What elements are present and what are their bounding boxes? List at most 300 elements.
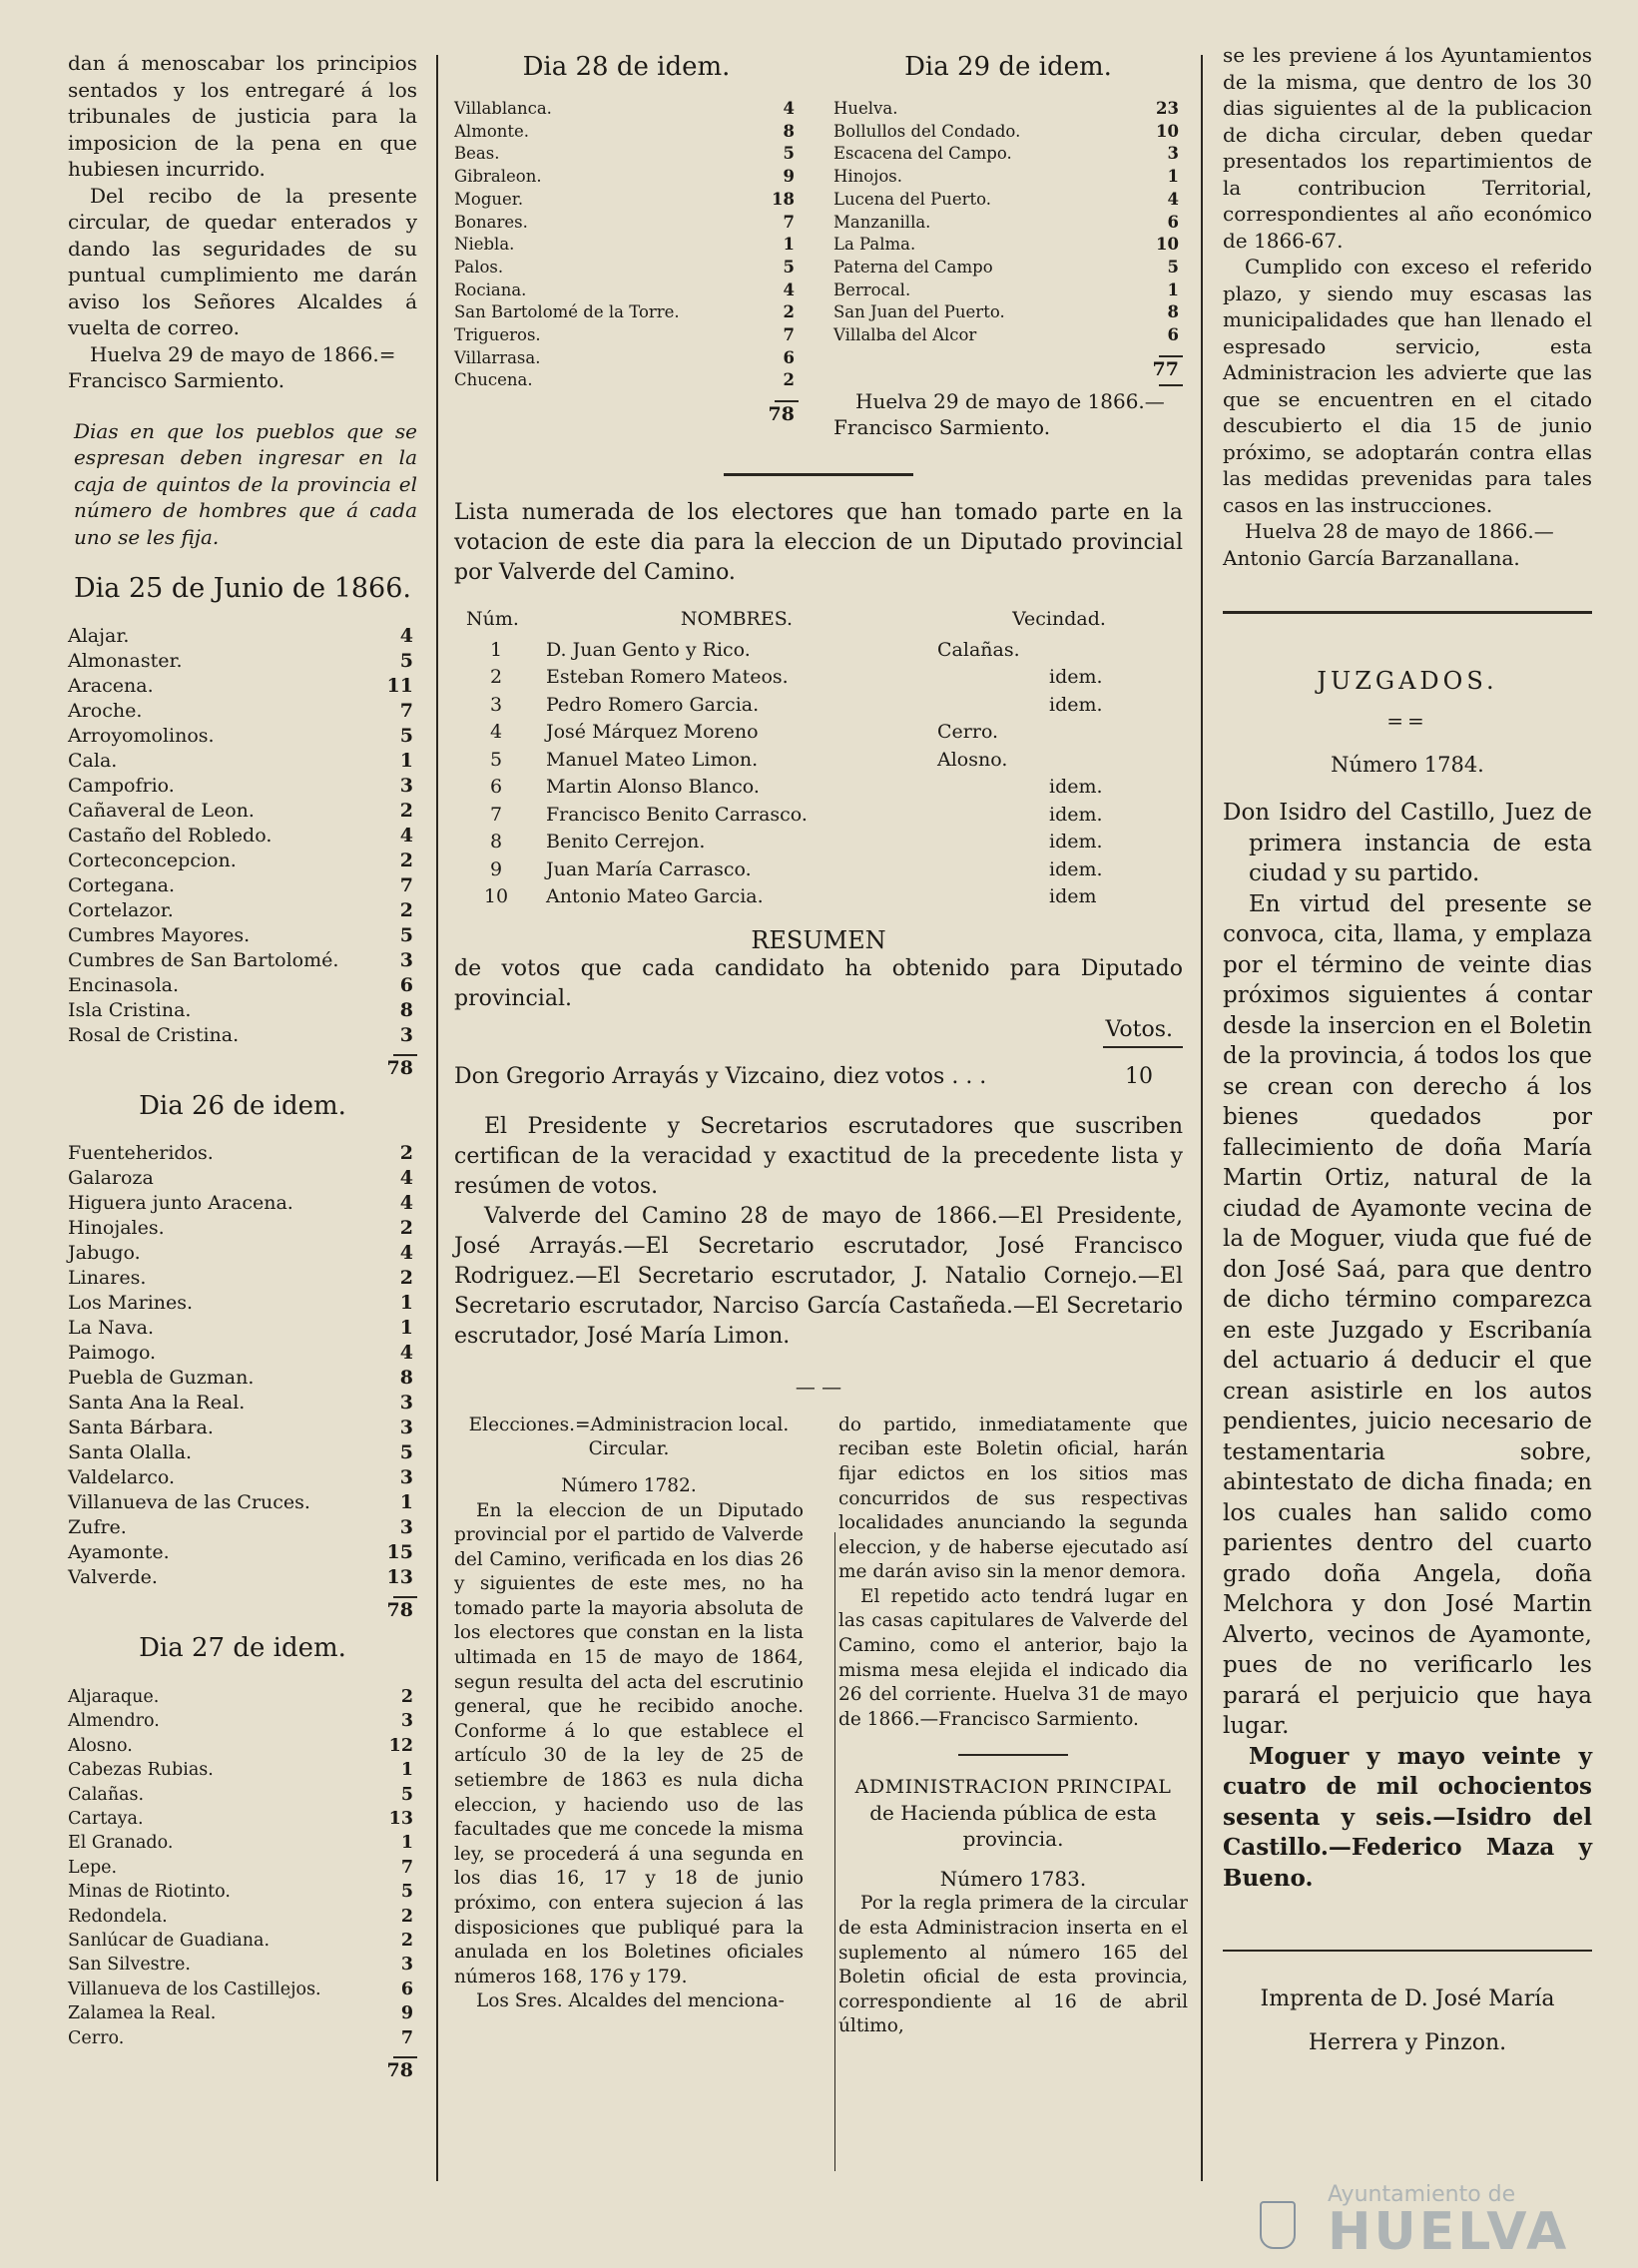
elector-vecindad-idem: idem. bbox=[1049, 803, 1103, 826]
list-item bbox=[68, 1856, 417, 1880]
juzgados-title: JUZGADOS. bbox=[1317, 667, 1498, 695]
par-1782-b: Los Sres. Alcaldes del menciona- bbox=[476, 1990, 785, 2012]
list-item bbox=[833, 143, 1183, 166]
town-quota: 12 bbox=[388, 1735, 413, 1756]
town-quota: 2 bbox=[783, 370, 795, 390]
day26-list bbox=[68, 1141, 417, 1590]
town-quota: 3 bbox=[399, 949, 413, 971]
list-item bbox=[68, 1391, 417, 1416]
column-3 bbox=[1223, 42, 1592, 2063]
town-name: Santa Ana la Real. bbox=[68, 1392, 246, 1414]
list-item bbox=[68, 774, 417, 799]
elector-vecindad: Cerro. bbox=[937, 721, 999, 744]
town-name: Valdelarco. bbox=[68, 1466, 176, 1488]
imprenta-line2: Herrera y Pinzon. bbox=[1308, 2030, 1507, 2055]
town-name: Cañaveral de Leon. bbox=[68, 800, 255, 822]
signature-date: Huelva 29 de mayo de 1866.= bbox=[90, 341, 396, 366]
list-item bbox=[68, 1366, 417, 1391]
town-name: Isla Cristina. bbox=[68, 999, 192, 1021]
day25-title: Dia 25 de Junio de 1866. bbox=[74, 573, 411, 604]
town-quota: 2 bbox=[783, 302, 795, 322]
total-rule bbox=[1159, 384, 1183, 386]
watermark bbox=[1328, 2182, 1570, 2262]
elector-name: Esteban Romero Mateos. bbox=[546, 666, 789, 689]
town-quota: 2 bbox=[399, 800, 413, 822]
certificacion: El Presidente y Secretarios escrutadores que suscriben certifican de la veracidad y exactitud de la precedente lista y resúmen de votos. bbox=[454, 1113, 1183, 1199]
list-item bbox=[68, 1440, 417, 1465]
town-name: Cumbres Mayores. bbox=[68, 924, 251, 946]
town-quota: 6 bbox=[1167, 212, 1179, 232]
town-quota: 6 bbox=[399, 974, 413, 996]
town-name: Villanueva de las Cruces. bbox=[68, 1491, 310, 1513]
town-name: Arroyomolinos. bbox=[68, 725, 215, 747]
elector-name: Manuel Mateo Limon. bbox=[546, 748, 759, 771]
list-item bbox=[68, 1685, 417, 1709]
town-name: Galaroza bbox=[68, 1167, 154, 1189]
town-name: La Nava. bbox=[68, 1317, 155, 1339]
town-name: Alajar. bbox=[68, 625, 130, 647]
list-item bbox=[833, 166, 1183, 189]
list-item bbox=[68, 1291, 417, 1316]
town-quota: 2 bbox=[399, 850, 413, 871]
quintos-intro: Dias en que los pueblos que se espresan deben ingresar en la caja de quintos de la provincia el número de hombres que á cada uno se les fija. bbox=[74, 418, 417, 549]
elector-vecindad-idem: idem. bbox=[1049, 831, 1103, 853]
list-item bbox=[68, 1540, 417, 1565]
town-quota: 6 bbox=[783, 347, 795, 367]
town-quota: 3 bbox=[399, 1466, 413, 1488]
elector-vecindad bbox=[937, 693, 1047, 719]
firmas: Valverde del Camino 28 de mayo de 1866.—El Presidente, José Arrayás.—El Secretario escrutador, José Francisco Rodriguez.—El Secretario escrutador, J. Natalio Cornejo.—El Secretario escrutador, Narciso García Castañeda.—El Secretario escrutador, José María Limon. bbox=[454, 1203, 1183, 1349]
list-item bbox=[68, 1807, 417, 1831]
list-item bbox=[454, 143, 799, 166]
col-num-header: Núm. bbox=[466, 607, 519, 630]
subcolumns bbox=[454, 1414, 1188, 2072]
town-name: Cerro. bbox=[68, 2027, 125, 2048]
town-name: Corteconcepcion. bbox=[68, 850, 237, 871]
elector-vecindad-idem: idem. bbox=[1049, 857, 1103, 880]
town-quota: 8 bbox=[399, 999, 413, 1021]
subcolumn-rule bbox=[834, 1532, 835, 2171]
par-1784-juez: Don Isidro del Castillo, Juez de primera instancia de esta ciudad y su partido. bbox=[1223, 800, 1592, 886]
elecciones-head: Elecciones.=Administracion local. Circular. bbox=[468, 1414, 790, 1460]
day27-title: Dia 27 de idem. bbox=[139, 1633, 346, 1663]
town-quota: 5 bbox=[783, 144, 795, 164]
list-item bbox=[68, 1141, 417, 1166]
town-name: Almonte. bbox=[454, 121, 530, 141]
continued-paragraph: dan á menoscabar los principios sentados y los entregaré á los tribunales de justicia para la imposicion de la pena en que hubiesen incurrido. bbox=[68, 51, 417, 181]
town-quota: 2 bbox=[400, 1687, 413, 1707]
elector-num: 3 bbox=[489, 693, 503, 716]
town-name: Redondela. bbox=[68, 1906, 168, 1927]
elector-num: 10 bbox=[483, 885, 509, 908]
town-quota: 2 bbox=[399, 1142, 413, 1164]
town-name: Aljaraque. bbox=[68, 1687, 160, 1707]
elector-vecindad bbox=[937, 857, 1047, 883]
day29-sig-name: Francisco Sarmiento. bbox=[833, 415, 1051, 440]
votos-label: Votos. bbox=[1105, 1016, 1173, 1042]
resumen-subtitle: de votos que cada candidato ha obtenido para Diputado provincial. bbox=[454, 955, 1183, 1011]
number-1782: Número 1782. bbox=[561, 1474, 697, 1496]
elector-vecindad-idem bbox=[1049, 638, 1181, 664]
table-row bbox=[456, 884, 1181, 910]
town-quota: 7 bbox=[783, 325, 795, 345]
town-quota: 5 bbox=[400, 1784, 413, 1805]
town-name: Moguer. bbox=[454, 189, 524, 209]
list-item bbox=[454, 347, 799, 370]
town-name: Zufre. bbox=[68, 1516, 127, 1538]
list-item bbox=[454, 257, 799, 280]
town-quota: 1 bbox=[400, 1833, 413, 1854]
town-name: Encinasola. bbox=[68, 974, 180, 996]
town-name: Berrocal. bbox=[833, 280, 911, 299]
candidate-name: Don Gregorio Arrayás y Vizcaino, diez votos . . . bbox=[454, 1063, 987, 1089]
town-name: Aracena. bbox=[68, 675, 154, 697]
col-nombres-header: NOMBRES. bbox=[680, 607, 794, 630]
elector-vecindad-idem: idem. bbox=[1049, 693, 1103, 716]
town-quota: 3 bbox=[400, 1711, 413, 1732]
town-name: Villablanca. bbox=[454, 99, 552, 118]
elector-num: 5 bbox=[489, 748, 503, 771]
town-quota: 7 bbox=[399, 874, 413, 896]
col-vecindad-header: Vecindad. bbox=[1012, 607, 1106, 630]
town-name: Lepe. bbox=[68, 1857, 118, 1878]
town-name: Calañas. bbox=[68, 1784, 145, 1805]
list-item bbox=[454, 280, 799, 302]
town-quota: 3 bbox=[399, 1392, 413, 1414]
town-quota: 4 bbox=[399, 1342, 413, 1364]
town-quota: 1 bbox=[783, 235, 795, 255]
town-quota: 10 bbox=[1156, 235, 1179, 255]
town-quota: 1 bbox=[399, 750, 413, 772]
list-item bbox=[68, 2026, 417, 2050]
town-quota: 2 bbox=[400, 1931, 413, 1952]
town-name: El Granado. bbox=[68, 1833, 174, 1854]
list-item bbox=[68, 1905, 417, 1929]
table-row bbox=[456, 830, 1181, 855]
list-item bbox=[454, 234, 799, 257]
list-item bbox=[833, 257, 1183, 280]
town-quota: 3 bbox=[399, 1024, 413, 1046]
elector-num: 2 bbox=[489, 666, 503, 689]
town-name: Hinojos. bbox=[833, 167, 902, 187]
list-item bbox=[68, 948, 417, 973]
column-rule-left bbox=[436, 55, 438, 2181]
town-name: Puebla de Guzman. bbox=[68, 1367, 255, 1389]
list-item bbox=[454, 212, 799, 235]
table-row bbox=[456, 665, 1181, 691]
list-item bbox=[68, 1709, 417, 1733]
town-quota: 5 bbox=[783, 257, 795, 277]
town-name: Rociana. bbox=[454, 280, 527, 299]
elector-vecindad: Alosno. bbox=[937, 748, 1008, 771]
town-quota: 3 bbox=[399, 1417, 413, 1438]
town-quota: 1 bbox=[399, 1491, 413, 1513]
town-quota: 2 bbox=[400, 1906, 413, 1927]
elector-name: Martin Alonso Blanco. bbox=[546, 776, 760, 799]
town-quota: 7 bbox=[783, 212, 795, 232]
table-row bbox=[456, 638, 1181, 664]
town-quota: 18 bbox=[772, 189, 795, 209]
juzgados-rule: == bbox=[1386, 709, 1428, 733]
list-item bbox=[68, 1734, 417, 1758]
day27-list bbox=[68, 1685, 417, 2050]
par-plazo: Cumplido con exceso el referido plazo, y siendo muy escasas las municipalidades que han llenado el espresado servicio, esta Administracion les advierte que las que se encuentren en el citado descubierto el dia 15 de junio próximo, se adoptarán contra ellas las medidas prevenidas para tales casos en las instrucciones. bbox=[1223, 255, 1592, 517]
town-quota: 4 bbox=[399, 625, 413, 647]
town-name: Cortelazor. bbox=[68, 899, 174, 921]
table-row bbox=[456, 693, 1181, 719]
list-item bbox=[454, 189, 799, 212]
electores-table bbox=[454, 606, 1183, 912]
town-name: Santa Olalla. bbox=[68, 1441, 193, 1463]
list-item bbox=[68, 873, 417, 898]
section-rule bbox=[724, 473, 913, 476]
list-item bbox=[68, 1266, 417, 1291]
list-item bbox=[833, 121, 1183, 144]
par-1783-cont: se les previene á los Ayuntamientos de la misma, que dentro de los 30 dias siguientes al de la publicacion de dicha circular, deben quedar presentados los repartimientos de la contribucion Territorial, correspondientes al año económico de 1866-67. bbox=[1223, 43, 1592, 253]
elector-vecindad-idem bbox=[1049, 748, 1181, 774]
candidate-row bbox=[454, 1062, 1183, 1092]
elector-name: Pedro Romero Garcia. bbox=[546, 693, 760, 716]
town-quota: 3 bbox=[400, 1955, 413, 1976]
elector-name: D. Juan Gento y Rico. bbox=[546, 638, 751, 661]
list-item bbox=[68, 1515, 417, 1540]
list-item bbox=[68, 1953, 417, 1977]
list-item bbox=[68, 1565, 417, 1590]
list-item bbox=[68, 1831, 417, 1855]
receipt-paragraph: Del recibo de la presente circular, de quedar enterados y dando las seguridades de su puntual cumplimiento me darán aviso los Señores Alcaldes á vuelta de correo. bbox=[68, 183, 417, 339]
town-quota: 4 bbox=[399, 1167, 413, 1189]
town-name: Chucena. bbox=[454, 370, 533, 390]
list-item bbox=[68, 749, 417, 774]
day29-sig-date: Huelva 29 de mayo de 1866.— bbox=[855, 388, 1165, 413]
column-1 bbox=[68, 50, 417, 2083]
separator: — — bbox=[795, 1374, 842, 1399]
table-row bbox=[456, 775, 1181, 801]
elector-vecindad bbox=[937, 775, 1047, 801]
town-name: Beas. bbox=[454, 144, 500, 164]
elector-vecindad-idem bbox=[1049, 720, 1181, 746]
day28-list bbox=[454, 98, 799, 392]
list-item bbox=[68, 998, 417, 1023]
town-quota: 1 bbox=[1167, 280, 1179, 299]
town-quota: 1 bbox=[399, 1317, 413, 1339]
day26-total: 78 bbox=[386, 1599, 413, 1621]
town-name: Hinojales. bbox=[68, 1217, 165, 1239]
elector-name: Antonio Mateo Garcia. bbox=[546, 885, 764, 908]
elector-vecindad bbox=[937, 665, 1047, 691]
list-item bbox=[68, 1929, 417, 1953]
day29-block bbox=[833, 50, 1183, 441]
town-name: Sanlúcar de Guadiana. bbox=[68, 1931, 271, 1952]
list-item bbox=[68, 1978, 417, 2001]
day26-title: Dia 26 de idem. bbox=[139, 1091, 346, 1121]
town-name: Trigueros. bbox=[454, 325, 541, 345]
imprenta-line1: Imprenta de D. José María bbox=[1260, 1986, 1555, 2011]
town-quota: 4 bbox=[783, 99, 795, 118]
list-item bbox=[454, 166, 799, 189]
town-quota: 2 bbox=[399, 1267, 413, 1289]
town-quota: 23 bbox=[1156, 99, 1179, 118]
town-quota: 5 bbox=[399, 725, 413, 747]
elector-vecindad-idem: idem bbox=[1049, 885, 1097, 908]
list-item bbox=[833, 212, 1183, 235]
town-name: Bollullos del Condado. bbox=[833, 121, 1021, 141]
town-name: Alosno. bbox=[68, 1735, 133, 1756]
subcolumn-left bbox=[454, 1414, 804, 2014]
town-quota: 5 bbox=[399, 650, 413, 672]
town-name: Jabugo. bbox=[68, 1242, 141, 1264]
number-1783: Número 1783. bbox=[939, 1867, 1087, 1892]
town-quota: 6 bbox=[400, 1979, 413, 1999]
day28-total: 78 bbox=[768, 403, 795, 426]
list-item bbox=[68, 849, 417, 873]
town-name: Fuenteheridos. bbox=[68, 1142, 214, 1164]
list-item bbox=[454, 121, 799, 144]
column-rule-right bbox=[1201, 55, 1203, 2181]
town-name: Rosal de Cristina. bbox=[68, 1024, 240, 1046]
town-quota: 6 bbox=[1167, 325, 1179, 345]
day29-total: 77 bbox=[1152, 357, 1179, 380]
votos-rule bbox=[1103, 1046, 1183, 1048]
list-item bbox=[833, 280, 1183, 302]
elector-vecindad bbox=[937, 884, 1047, 910]
list-item bbox=[68, 799, 417, 824]
list-item bbox=[68, 674, 417, 699]
town-quota: 7 bbox=[399, 700, 413, 722]
town-quota: 11 bbox=[386, 675, 413, 697]
elector-name: Francisco Benito Carrasco. bbox=[546, 803, 808, 826]
candidate-votes: 10 bbox=[1125, 1063, 1153, 1089]
list-item bbox=[68, 1191, 417, 1216]
list-item bbox=[68, 1465, 417, 1490]
town-name: Villalba del Alcor bbox=[833, 325, 977, 345]
table-row bbox=[456, 803, 1181, 829]
table-row bbox=[456, 720, 1181, 746]
elector-name: Benito Cerrejon. bbox=[546, 831, 706, 853]
list-item bbox=[68, 1758, 417, 1782]
watermark-line1: Ayuntamiento de bbox=[1328, 2182, 1516, 2207]
par-1784-sig: Moguer y mayo veinte y cuatro de mil ochocientos sesenta y seis.—Isidro del Castillo.—Federico Maza y Bueno. bbox=[1223, 1742, 1592, 1892]
elector-vecindad-idem: idem. bbox=[1049, 776, 1103, 799]
list-item bbox=[454, 369, 799, 392]
crest-icon bbox=[1260, 2201, 1296, 2249]
list-item bbox=[833, 301, 1183, 324]
day28-title: Dia 28 de idem. bbox=[522, 52, 731, 82]
town-name: Almonaster. bbox=[68, 650, 183, 672]
elector-num: 9 bbox=[489, 857, 503, 880]
town-quota: 9 bbox=[783, 167, 795, 187]
town-name: Cala. bbox=[68, 750, 118, 772]
town-name: La Palma. bbox=[833, 235, 916, 255]
list-item bbox=[454, 98, 799, 121]
list-item bbox=[68, 1490, 417, 1515]
par-1782-c: do partido, inmediatamente que reciban este Boletin oficial, harán fijar edictos en los sitios mas concurridos de sus respectivas localidades anunciando la segunda eleccion, y de haberse ejecutado así me darán aviso sin la menor demora. bbox=[838, 1414, 1188, 1583]
town-name: Cumbres de San Bartolomé. bbox=[68, 949, 339, 971]
town-name: Cartaya. bbox=[68, 1809, 144, 1830]
town-quota: 7 bbox=[400, 2027, 413, 2048]
town-name: San Bartolomé de la Torre. bbox=[454, 302, 680, 322]
par-1782-a: En la eleccion de un Diputado provincial por el partido de Valverde del Camino, verificada en los dias 26 y siguientes de este mes, no ha tomado parte la mayoria absoluta de los electores que constan en la lista ultimada en 15 de mayo de 1864, segun resulta del acta del escrutinio general, que he recibido anoche. Conforme á lo que establece el artículo 30 de la ley de 25 de setiembre de 1863 es nula dicha eleccion, y haciendo uso de las facultades que me concede la misma ley, se procederá á una segunda en los dias 16, 17 y 18 de junio próximo, con entera sujecion á las disposiciones que publiqué para la anulada en los Boletines oficiales números 168, 176 y 179. bbox=[454, 1499, 804, 1987]
list-item bbox=[68, 923, 417, 948]
town-quota: 4 bbox=[399, 1242, 413, 1264]
list-item bbox=[68, 2001, 417, 2025]
town-quota: 5 bbox=[399, 1441, 413, 1463]
town-quota: 8 bbox=[783, 121, 795, 141]
town-quota: 3 bbox=[1167, 144, 1179, 164]
town-name: Escacena del Campo. bbox=[833, 144, 1012, 164]
town-quota: 1 bbox=[1167, 167, 1179, 187]
list-item bbox=[68, 1783, 417, 1807]
list-item bbox=[68, 1166, 417, 1191]
town-name: Los Marines. bbox=[68, 1292, 194, 1314]
lista-title: Lista numerada de los electores que han tomado parte en la votacion de este dia para la eleccion de un Diputado provincial por Valverde del Camino. bbox=[454, 499, 1183, 585]
elector-name: Juan María Carrasco. bbox=[546, 857, 752, 880]
section-rule bbox=[958, 1754, 1068, 1756]
elector-name: José Márquez Moreno bbox=[546, 721, 759, 744]
list-item bbox=[68, 1316, 417, 1341]
elector-num: 7 bbox=[489, 803, 503, 826]
list-item bbox=[68, 824, 417, 849]
town-quota: 1 bbox=[400, 1760, 413, 1781]
list-item bbox=[68, 1880, 417, 1904]
list-item bbox=[833, 234, 1183, 257]
list-item bbox=[68, 1416, 417, 1440]
day29-title: Dia 29 de idem. bbox=[904, 52, 1112, 82]
list-item bbox=[454, 301, 799, 324]
town-name: Palos. bbox=[454, 257, 504, 277]
town-name: Cabezas Rubias. bbox=[68, 1760, 214, 1781]
list-item bbox=[833, 324, 1183, 347]
days-28-29-block bbox=[454, 50, 1183, 441]
town-name: Higuera junto Aracena. bbox=[68, 1192, 293, 1214]
town-quota: 4 bbox=[399, 825, 413, 847]
list-item bbox=[68, 1341, 417, 1366]
town-name: San Silvestre. bbox=[68, 1955, 191, 1976]
town-quota: 10 bbox=[1156, 121, 1179, 141]
table-row bbox=[456, 748, 1181, 774]
town-name: Lucena del Puerto. bbox=[833, 189, 992, 209]
elector-vecindad-idem: idem. bbox=[1049, 666, 1103, 689]
section-rule bbox=[1223, 1950, 1592, 1952]
list-item bbox=[68, 898, 417, 923]
town-quota: 2 bbox=[399, 1217, 413, 1239]
elector-num: 4 bbox=[489, 721, 503, 744]
list-item bbox=[68, 1216, 417, 1241]
town-name: Paimogo. bbox=[68, 1342, 157, 1364]
town-quota: 8 bbox=[399, 1367, 413, 1389]
town-quota: 4 bbox=[399, 1192, 413, 1214]
list-item bbox=[833, 98, 1183, 121]
elector-vecindad bbox=[937, 803, 1047, 829]
town-quota: 13 bbox=[388, 1809, 413, 1830]
list-item bbox=[454, 324, 799, 347]
town-name: Cortegana. bbox=[68, 874, 176, 896]
elector-num: 6 bbox=[489, 776, 503, 799]
elector-num: 1 bbox=[489, 638, 503, 661]
town-quota: 4 bbox=[783, 280, 795, 299]
admin-signature: Huelva 28 de mayo de 1866.—Antonio García Barzanallana. bbox=[1223, 519, 1554, 570]
day29-list bbox=[833, 98, 1183, 347]
column-2 bbox=[454, 50, 1188, 2072]
list-item bbox=[68, 724, 417, 749]
list-item bbox=[68, 973, 417, 998]
table-row bbox=[456, 857, 1181, 883]
town-quota: 15 bbox=[386, 1541, 413, 1563]
list-item bbox=[68, 649, 417, 674]
admin-title: ADMINISTRACION PRINCIPAL bbox=[854, 1776, 1172, 1799]
town-name: Zalamea la Real. bbox=[68, 2003, 217, 2024]
town-name: Santa Bárbara. bbox=[68, 1417, 214, 1438]
